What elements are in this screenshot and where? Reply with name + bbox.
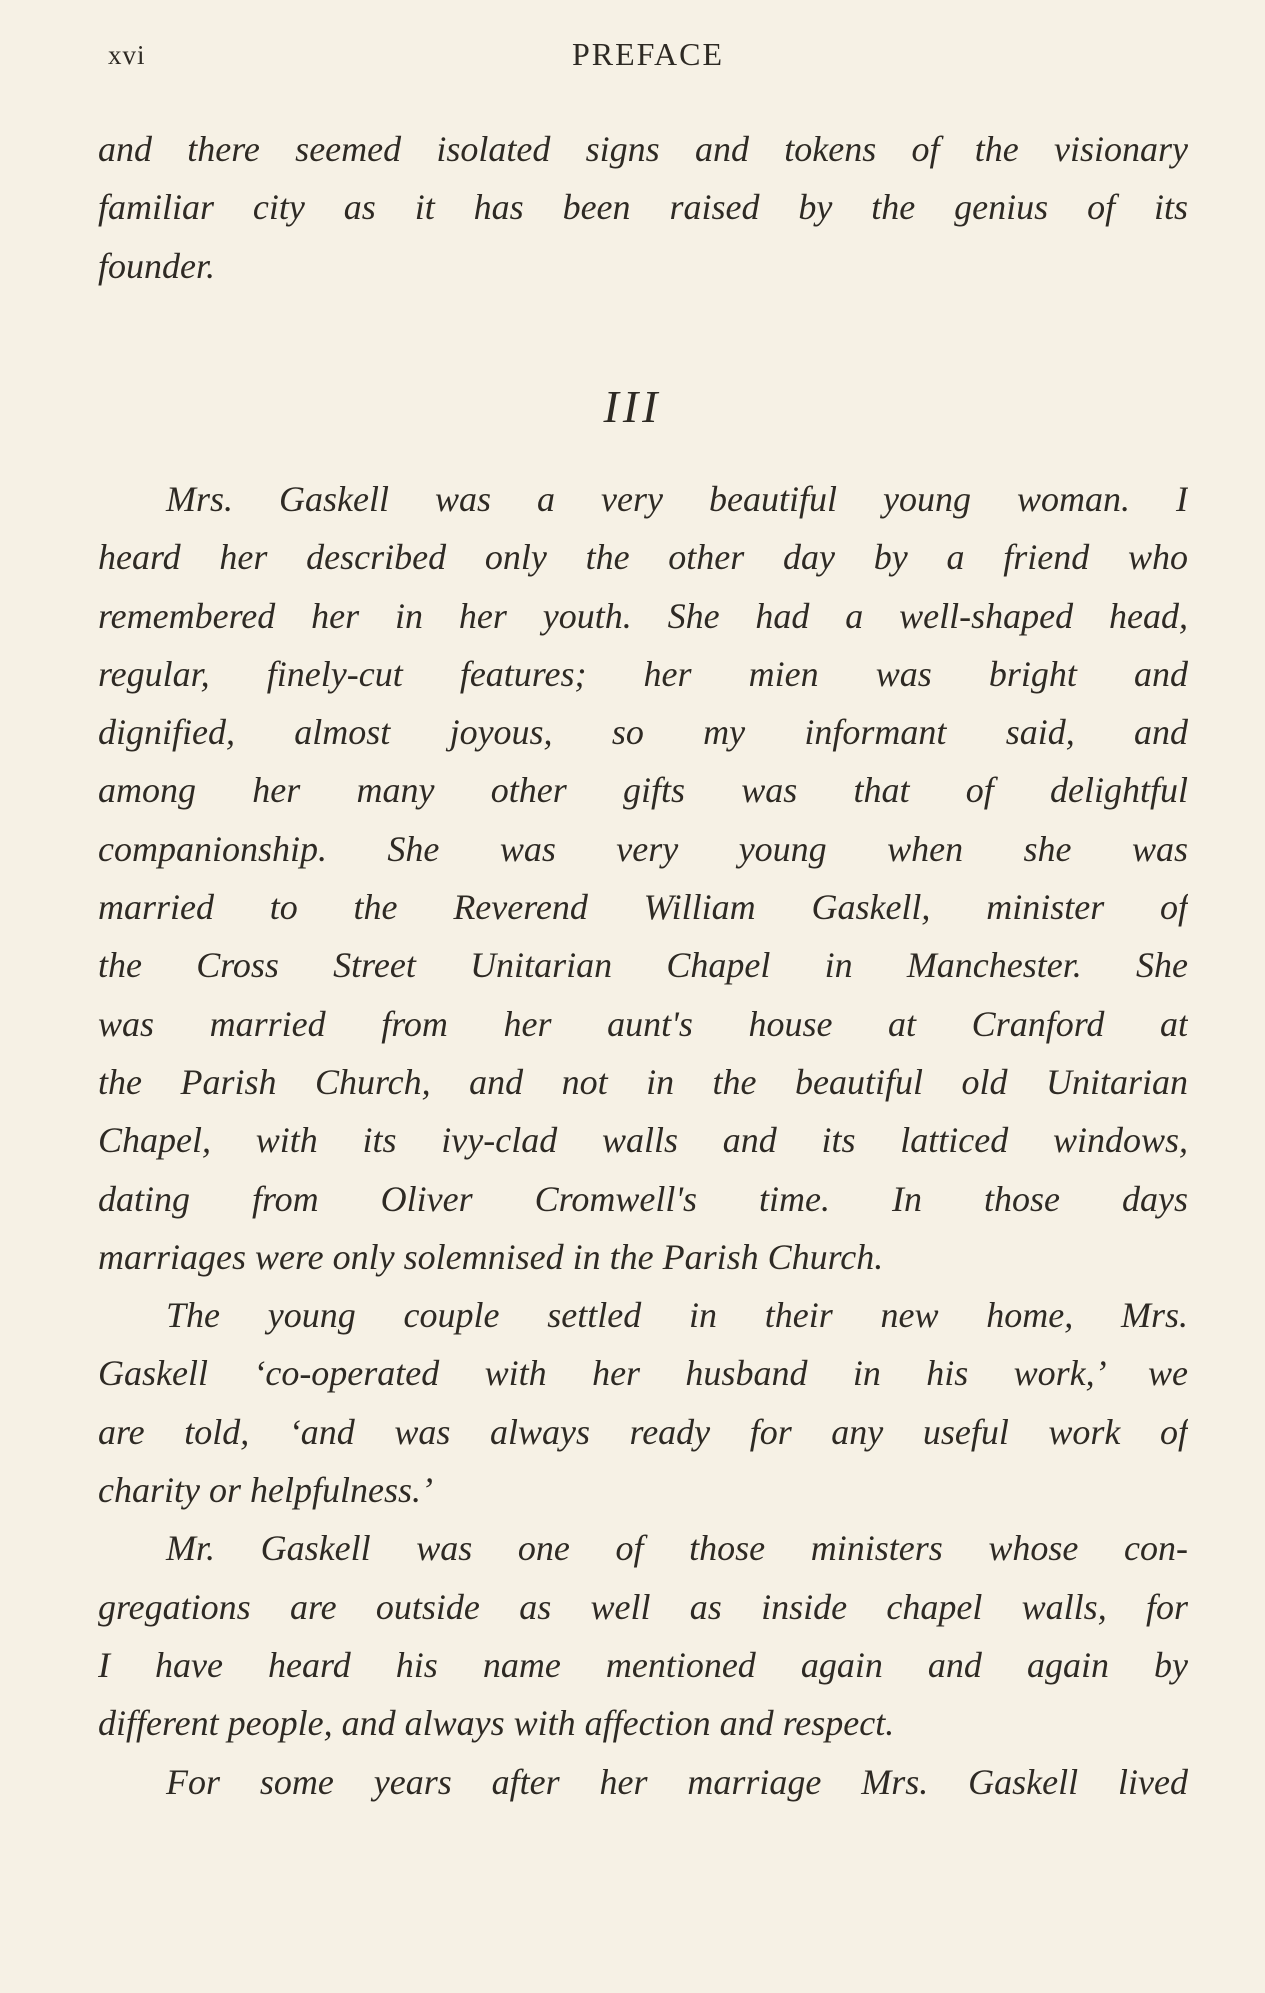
text-line: regular, finely-cut features; her mien was bright and (98, 653, 1188, 694)
text-line: Gaskell ‘co-operated with her husband in his work,’ we (98, 1353, 1188, 1394)
opening-paragraph (98, 120, 1188, 295)
section-heading: III (603, 381, 662, 432)
text-line: Mr. Gaskell was one of those ministers whose con- (166, 1528, 1188, 1569)
text-line: the Cross Street Unitarian Chapel in Manchester. She (98, 945, 1188, 986)
section-body (98, 470, 1188, 1811)
text-line: familiar city as it has been raised by the genius of its (98, 187, 1188, 228)
text-line: charity or helpfulness.’ (98, 1470, 433, 1511)
text-line: marriages were only solemnised in the Parish Church. (98, 1236, 884, 1277)
text-line: married to the Reverend William Gaskell, minister of (98, 887, 1188, 928)
text-line: dating from Oliver Cromwell's time. In those days (98, 1178, 1188, 1219)
text-line: gregations are outside as well as inside chapel walls, for (98, 1586, 1188, 1627)
text-line: Mrs. Gaskell was a very beautiful young woman. I (166, 479, 1188, 519)
text-line: among her many other gifts was that of delightful (98, 770, 1188, 811)
text-line: are told, ‘and was always ready for any useful work of (98, 1411, 1188, 1452)
text-line: dignified, almost joyous, so my informant said, and (98, 712, 1188, 753)
text-line: The young couple settled in their new home, Mrs. (166, 1295, 1188, 1336)
running-head (108, 36, 1188, 80)
page-number: xvi (108, 40, 146, 70)
text-line: heard her described only the other day by a friend who (98, 537, 1188, 578)
text-line: was married from her aunt's house at Cranford at (98, 1003, 1188, 1044)
text-line: the Parish Church, and not in the beautiful old Unitarian (98, 1061, 1188, 1102)
text-line: and there seemed isolated signs and tokens of the visionary (98, 129, 1188, 169)
text-line: Chapel, with its ivy-clad walls and its latticed windows, (98, 1120, 1188, 1161)
text-line: For some years after her marriage Mrs. Gaskell lived (166, 1761, 1188, 1802)
text-line: companionship. She was very young when she was (98, 828, 1188, 869)
text-line: different people, and always with affection and respect. (98, 1703, 895, 1744)
running-title: PREFACE (571, 36, 725, 72)
text-line: founder. (98, 245, 215, 286)
text-line: remembered her in her youth. She had a well-shaped head, (98, 595, 1188, 636)
text-line: I have heard his name mentioned again and again by (98, 1644, 1188, 1685)
